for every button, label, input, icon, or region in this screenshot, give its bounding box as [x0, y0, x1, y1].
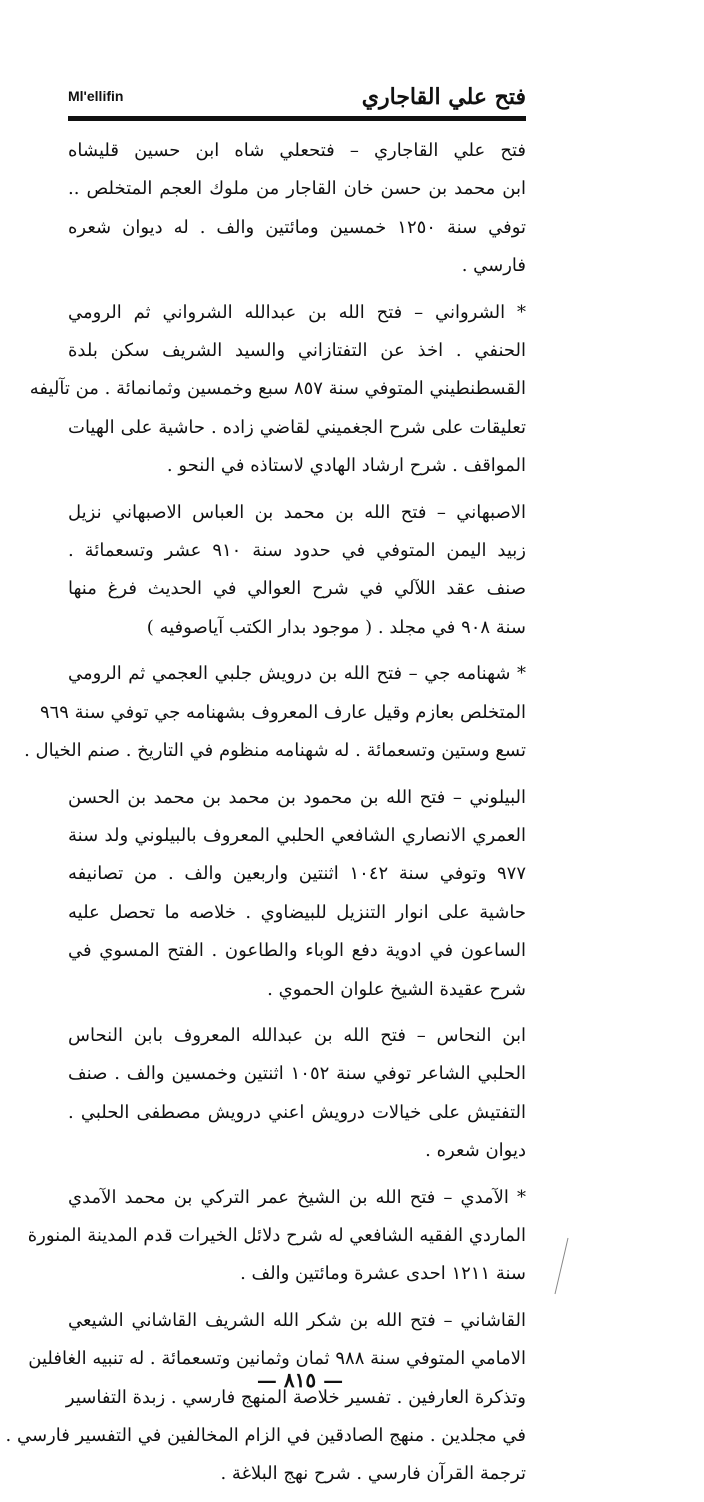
entry — [27, 1179, 526, 1294]
entry-line: فارسي . — [461, 255, 526, 277]
entry-line: توفي سنة ١٢٥٠ خمسين ومائتين والف . له ديوان شعره — [68, 216, 526, 238]
entry-line: الامامي المتوفي سنة ٩٨٨ ثمان وثمانين وتسعمائة . له تنبيه الغافلين — [28, 1348, 526, 1370]
entry-line: تسع وستين وتسعمائة . له شهنامه منظوم في التاريخ . صنم الخيال . — [24, 740, 526, 762]
entry-line: ديوان شعره . — [425, 1140, 526, 1162]
entry-line: ابن النحاس – فتح الله بن عبدالله المعروف بابن النحاس — [68, 1024, 526, 1046]
entry — [5, 1302, 526, 1494]
entry — [68, 1017, 526, 1171]
entry — [68, 779, 526, 1009]
entry-line: الماردي الفقيه الشافعي له شرح دلائل الخيرات قدم المدينة المنورة — [27, 1224, 526, 1246]
entry-line: صنف عقد اللآلي في شرح العوالي في الحديث فرغ منها — [68, 578, 526, 600]
entry — [24, 655, 526, 770]
entry-line: وتذكرة العارفين . تفسير خلاصة المنهج فارسي . زبدة التفاسير — [65, 1386, 526, 1408]
entry-line: زبيد اليمن المتوفي في حدود سنة ٩١٠ عشر وتسعمائة . — [68, 540, 526, 562]
entry-line: المواقف . شرح ارشاد الهادي لاستاذه في النحو . — [166, 455, 526, 477]
entry-line: الساعون في ادوية دفع الوباء والطاعون . الفتح المسوي في — [68, 940, 526, 962]
entry-line: * الشرواني – فتح الله بن عبدالله الشرواني ثم الرومي — [68, 301, 526, 323]
entry-line: الاصبهاني – فتح الله بن محمد بن العباس الاصبهاني نزيل — [68, 501, 526, 523]
entry-line: المتخلص بعازم وقيل عارف المعروف بشهنامه جي توفي سنة ٩٦٩ — [39, 701, 526, 723]
entry-line: * شهنامه جي – فتح الله بن درويش جلبي العجمي ثم الرومي — [68, 663, 526, 685]
entry-line: البيلوني – فتح الله بن محمود بن محمد بن محمد بن الحسن — [68, 786, 526, 808]
entry-line: القاشاني – فتح الله بن شكر الله الشريف القاشاني الشيعي — [68, 1309, 526, 1331]
entry-line: تعليقات على شرح الجغميني لقاضي زاده . حاشية على الهيات — [68, 416, 526, 438]
entry-line: * الآمدي – فتح الله بن الشيخ عمر التركي بن محمد الآمدي — [68, 1186, 526, 1208]
entry-line: سنة ١٢١١ احدى عشرة ومائتين والف . — [240, 1263, 526, 1285]
entry-line: ٩٧٧ وتوفي سنة ١٠٤٢ اثنتين واربعين والف . من تصانيفه — [68, 863, 527, 885]
margin-pencil-mark — [552, 1236, 572, 1296]
entry-line: حاشية على انوار التنزيل للبيضاوي . خلاصه ما تحصل عليه — [68, 901, 526, 923]
entry-line: ابن محمد بن حسن خان القاجار من ملوك العجم المتخلص .. — [68, 178, 526, 200]
entry-line: الحلبي الشاعر توفي سنة ١٠٥٢ اثنتين وخمسين والف . صنف — [68, 1063, 526, 1085]
entry — [68, 494, 526, 648]
page-number: — ٨١٥ — — [256, 1368, 344, 1392]
entry-line: سنة ٩٠٨ في مجلد . ( موجود بدار الكتب آياصوفيه ) — [146, 616, 526, 638]
entry-line: الحنفي . اخذ عن التفتازاني والسيد الشريف سكن بلدة — [68, 340, 526, 362]
entry-line: شرح عقيدة الشيخ علوان الحموي . — [267, 978, 526, 1000]
entry — [68, 132, 526, 286]
entry-line: فتح علي القاجاري – فتحعلي شاه ابن حسين قليشاه — [68, 140, 526, 161]
entry-line: التفتيش على خيالات درويش اعني درويش مصطفى الحلبي . — [68, 1101, 526, 1123]
header-mark: Ml'ellifin — [68, 88, 124, 104]
entry-line: ترجمة القرآن فارسي . شرح نهج البلاغة . — [220, 1463, 526, 1485]
entries-body — [5, 132, 527, 1502]
entry-line: العمري الانصاري الشافعي الحلبي المعروف بالبيلوني ولد سنة — [68, 824, 526, 846]
entry — [29, 294, 526, 486]
entry-line: في مجلدين . منهج الصادقين في الزام المخالفين في التفسير فارسي . — [5, 1425, 526, 1446]
running-title: فتح علي القاجاري — [361, 84, 526, 110]
running-header — [68, 84, 526, 112]
header-rule — [68, 116, 526, 121]
entry-line: القسطنطيني المتوفي سنة ٨٥٧ سبع وخمسين وثمانمائة . من تآليفه — [29, 378, 526, 400]
